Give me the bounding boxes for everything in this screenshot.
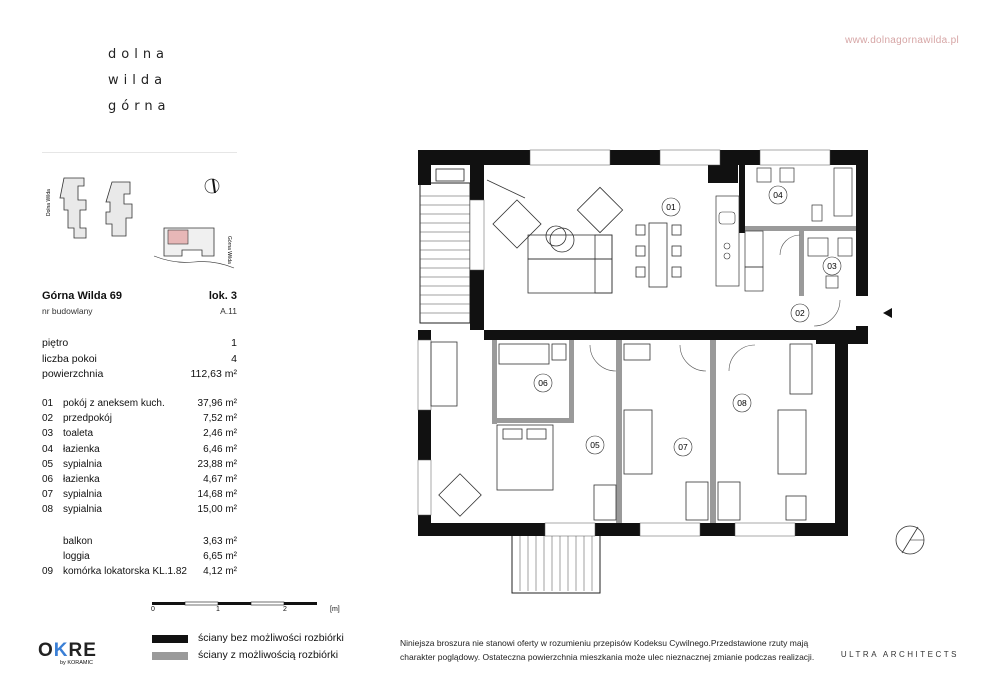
scale-unit: [m] [330,606,340,613]
room-label: 05 [590,440,600,450]
room-label: 03 [827,261,837,271]
room-name: sypialnia [63,489,102,501]
disclaimer-line: charakter poglądowy. Ostateczna powierzchnia mieszkania może ulec nieznacznej zmianie podczas realizacji. [400,652,815,662]
street-label: Dolna Wilda [46,189,52,216]
room-label: 07 [678,442,688,452]
room-area: 2,46 m² [203,428,237,440]
room-label: 02 [795,308,805,318]
room-label: 06 [538,378,548,388]
room-area: 15,00 m² [197,504,237,516]
logo-line: wilda [108,73,168,88]
room-area: 37,96 m² [197,398,237,409]
room-number: 05 [42,458,54,470]
room-number: 04 [42,443,54,455]
unit-number: lok. 3 [208,290,237,302]
summary-label: powierzchnia [42,368,104,380]
room-area: 4,67 m² [203,473,237,485]
architects-credit: ULTRA ARCHITECTS [840,650,959,659]
room-number: 08 [42,504,54,516]
summary-label: liczba pokoi [42,352,97,365]
extra-area: 4,12 m² [203,566,237,578]
room-number: 06 [42,473,54,485]
room-number: 07 [42,489,54,501]
building-number: A.11 [220,306,237,316]
room-name: sypialnia [63,458,102,470]
extra-name: loggia [63,551,90,563]
room-name: przedpokój [63,413,112,425]
room-name: toaleta [63,428,94,440]
room-area: 6,46 m² [203,443,237,455]
room-name: łazienka [63,473,100,485]
summary-label: piętro [42,337,69,349]
scale-tick: 1 [216,606,220,613]
disclaimer-line: Niniejsza broszura nie stanowi oferty w rozumieniu przepisów Kodeksu Cywilnego.Przedstawione rzuty mają [400,638,809,648]
logo-line: górna [108,99,171,114]
street-label: Górna Wilda [226,236,232,264]
building-number-label: nr budowlany [42,306,93,316]
room-label: 01 [666,202,676,212]
building-name: Górna Wilda 69 [42,290,122,302]
room-area: 7,52 m² [203,413,237,425]
brand-byline: by KORAMIC [60,660,94,666]
extra-number: 09 [42,566,54,578]
logo-line: dolna [108,47,170,62]
brand-name: OKRE [38,640,97,661]
extra-name: komórka lokatorska KL.1.82 [63,566,187,578]
scale-tick: 2 [283,606,287,613]
room-number: 02 [42,413,54,425]
room-area: 14,68 m² [197,489,237,501]
summary-value: 1 [231,337,237,349]
summary-value: 4 [231,352,237,365]
compass-icon [896,526,924,554]
entrance-arrow-icon [883,308,892,318]
room-label: 04 [773,190,783,200]
room-name: łazienka [63,443,100,455]
extra-area: 6,65 m² [203,551,237,563]
extra-area: 3,63 m² [203,536,237,547]
room-label: 08 [737,398,747,408]
scale-tick: 0 [151,606,155,613]
website-link[interactable]: www.dolnagornawilda.pl [845,35,959,46]
summary-value: 112,63 m² [190,368,237,380]
room-name: sypialnia [63,504,102,516]
legend-label: ściany bez możliwości rozbiórki [198,632,344,644]
legend-label: ściany z możliwością rozbiórki [198,649,339,661]
room-area: 23,88 m² [197,458,237,470]
room-number: 01 [42,398,54,409]
room-number: 03 [42,428,54,440]
room-name: pokój z aneksem kuch. [63,398,165,409]
extra-name: balkon [63,536,93,547]
